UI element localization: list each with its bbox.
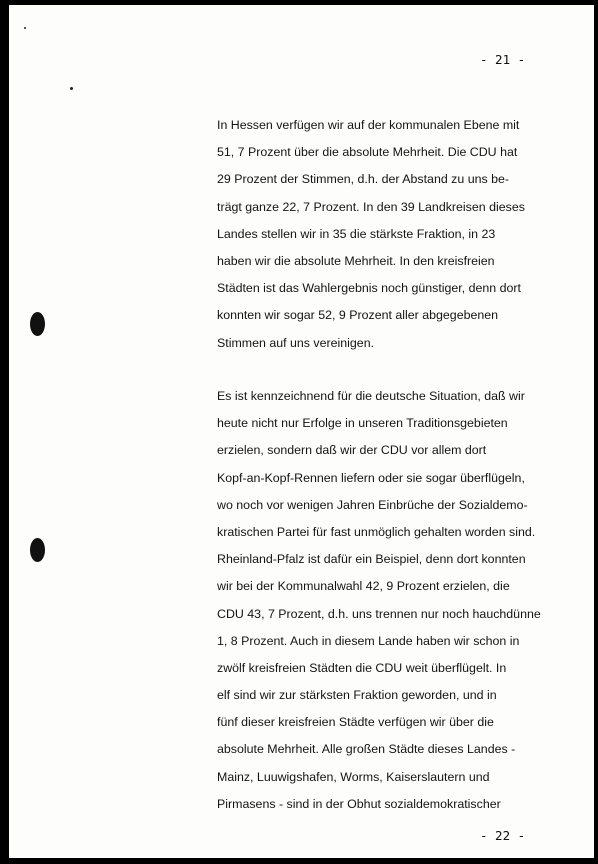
text-line: zwölf kreisfreien Städten die CDU weit überflügelt. In (217, 660, 507, 675)
text-line: In Hessen verfügen wir auf der kommunalen Ebene mit (217, 118, 520, 132)
page-number-top: - 21 - (480, 52, 526, 67)
paragraph-rheinland-pfalz (217, 383, 541, 818)
text-line: wo noch vor wenigen Jahren Einbrüche der Sozialdemo- (217, 497, 528, 512)
scan-speck (24, 27, 26, 29)
scan-border-top (0, 0, 598, 5)
scan-border-right (594, 0, 598, 864)
paragraph-hessen (217, 112, 525, 357)
text-line: 1, 8 Prozent. Auch in diesem Lande haben wir schon in (217, 633, 520, 648)
punch-hole-mark-lower (30, 538, 45, 562)
punch-hole-mark-upper (30, 312, 45, 336)
text-line: absolute Mehrheit. Alle großen Städte dieses Landes - (217, 742, 516, 757)
text-line: Pirmasens - sind in der Obhut sozialdemokratischer (217, 796, 501, 811)
text-line: kratischen Partei für fast unmöglich gehalten worden sind. (217, 524, 536, 539)
text-line: Es ist kennzeichnend für die deutsche Situation, daß wir (217, 389, 525, 403)
text-line: haben wir die absolute Mehrheit. In den kreisfreien (217, 253, 495, 268)
text-line: Stimmen auf uns vereinigen. (217, 335, 375, 350)
text-line: heute nicht nur Erfolge in unseren Traditionsgebieten (217, 416, 508, 431)
text-line: 29 Prozent der Stimmen, d.h. der Abstand zu uns be- (217, 172, 510, 187)
text-line: wir bei der Kommunalwahl 42, 9 Prozent erzielen, die (217, 579, 510, 594)
text-line: fünf dieser kreisfreien Städte verfügen wir über die (217, 715, 494, 730)
scan-speck (70, 87, 73, 90)
text-line: Landes stellen wir in 35 die stärkste Fraktion, in 23 (217, 226, 496, 241)
text-line: Rheinland-Pfalz ist dafür ein Beispiel, denn dort konnten (217, 552, 526, 567)
page-number-bottom: - 22 - (480, 828, 526, 843)
scan-border-bottom (0, 858, 598, 864)
text-line: CDU 43, 7 Prozent, d.h. uns trennen nur noch hauchdünne (217, 606, 541, 621)
text-line: elf sind wir zur stärksten Fraktion geworden, und in (217, 688, 497, 703)
text-line: Städten ist das Wahlergebnis noch günstiger, denn dort (217, 281, 521, 296)
text-line: Mainz, Luuwigshafen, Worms, Kaiserslautern und (217, 769, 490, 784)
text-line: 51, 7 Prozent über die absolute Mehrheit. Die CDU hat (217, 145, 518, 160)
scan-border-left (0, 0, 9, 864)
text-line: erzielen, sondern daß wir der CDU vor allem dort (217, 443, 487, 458)
text-line: konnten wir sogar 52, 9 Prozent aller abgegebenen (217, 308, 499, 323)
text-line: Kopf-an-Kopf-Rennen liefern oder sie sogar überflügeln, (217, 470, 525, 485)
text-line: trägt ganze 22, 7 Prozent. In den 39 Landkreisen dieses (217, 199, 525, 214)
